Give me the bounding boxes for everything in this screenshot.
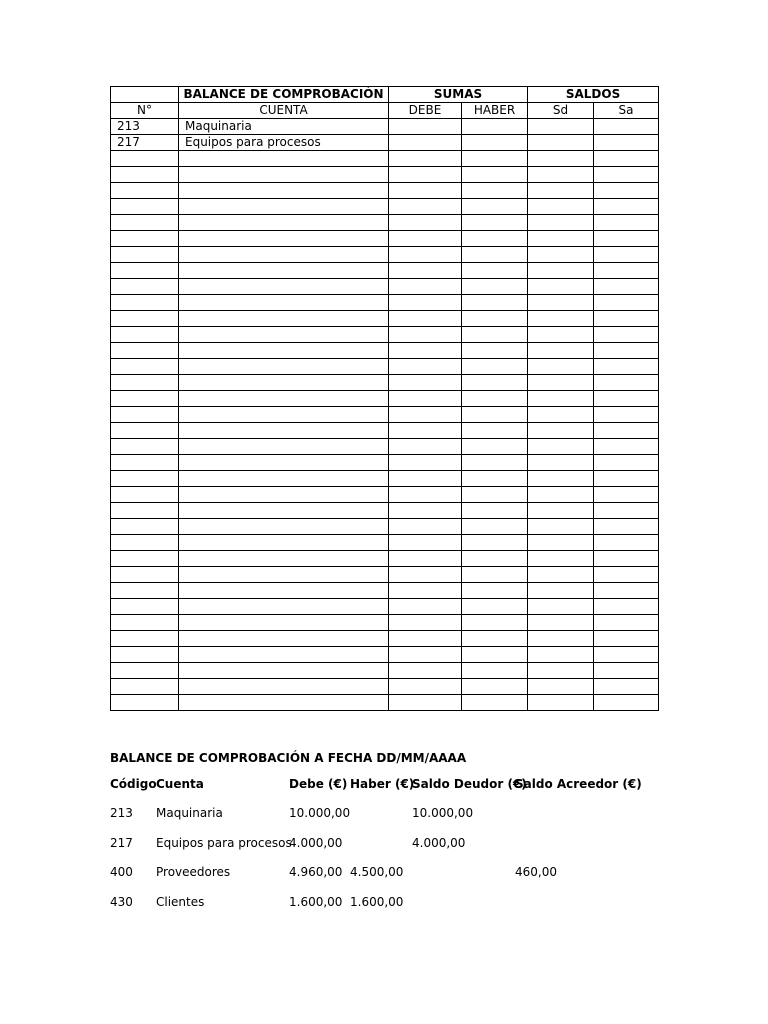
empty-cell bbox=[111, 503, 179, 519]
empty-cell bbox=[528, 567, 594, 583]
empty-cell bbox=[594, 663, 659, 679]
empty-cell bbox=[111, 455, 179, 471]
empty-cell bbox=[594, 535, 659, 551]
empty-cell bbox=[179, 327, 389, 343]
header-saldos: SALDOS bbox=[528, 87, 659, 103]
summary-section bbox=[110, 749, 642, 909]
empty-cell bbox=[462, 535, 528, 551]
empty-row bbox=[111, 183, 659, 199]
header-sumas: SUMAS bbox=[389, 87, 528, 103]
empty-cell bbox=[528, 407, 594, 423]
empty-row bbox=[111, 487, 659, 503]
empty-cell bbox=[389, 647, 462, 663]
empty-cell bbox=[594, 679, 659, 695]
empty-cell bbox=[462, 663, 528, 679]
cell-haber bbox=[462, 119, 528, 135]
empty-cell bbox=[462, 343, 528, 359]
header-debe: DEBE bbox=[389, 103, 462, 119]
empty-cell bbox=[389, 343, 462, 359]
empty-cell bbox=[179, 567, 389, 583]
empty-cell bbox=[462, 615, 528, 631]
empty-cell bbox=[179, 631, 389, 647]
empty-cell bbox=[594, 599, 659, 615]
empty-row bbox=[111, 311, 659, 327]
empty-row bbox=[111, 423, 659, 439]
empty-cell bbox=[389, 279, 462, 295]
empty-cell bbox=[389, 167, 462, 183]
cell-debe bbox=[389, 135, 462, 151]
empty-cell bbox=[111, 487, 179, 503]
empty-cell bbox=[111, 359, 179, 375]
empty-cell bbox=[111, 631, 179, 647]
summary-cell-cuenta: Maquinaria bbox=[156, 806, 223, 820]
empty-cell bbox=[462, 695, 528, 711]
header-cuenta: CUENTA bbox=[179, 103, 389, 119]
summary-header-cuenta: Cuenta bbox=[156, 777, 204, 791]
empty-cell bbox=[179, 391, 389, 407]
summary-cell-codigo: 430 bbox=[110, 894, 133, 909]
empty-cell bbox=[594, 567, 659, 583]
empty-cell bbox=[528, 551, 594, 567]
empty-cell bbox=[528, 455, 594, 471]
empty-cell bbox=[528, 311, 594, 327]
empty-cell bbox=[528, 583, 594, 599]
empty-cell bbox=[179, 199, 389, 215]
cell-sd bbox=[528, 135, 594, 151]
empty-cell bbox=[111, 695, 179, 711]
empty-cell bbox=[462, 647, 528, 663]
empty-cell bbox=[389, 263, 462, 279]
empty-cell bbox=[111, 599, 179, 615]
table-row bbox=[111, 119, 659, 135]
cell-debe bbox=[389, 119, 462, 135]
cell-sa bbox=[594, 119, 659, 135]
empty-cell bbox=[389, 535, 462, 551]
empty-row bbox=[111, 343, 659, 359]
cell-haber bbox=[462, 135, 528, 151]
empty-cell bbox=[389, 199, 462, 215]
empty-row bbox=[111, 631, 659, 647]
empty-cell bbox=[462, 279, 528, 295]
empty-row bbox=[111, 247, 659, 263]
empty-cell bbox=[594, 487, 659, 503]
empty-cell bbox=[111, 567, 179, 583]
table-row bbox=[111, 135, 659, 151]
empty-cell bbox=[389, 679, 462, 695]
summary-cell-codigo: 217 bbox=[110, 835, 133, 850]
empty-cell bbox=[462, 471, 528, 487]
empty-cell bbox=[389, 359, 462, 375]
empty-cell bbox=[389, 503, 462, 519]
empty-cell bbox=[594, 247, 659, 263]
empty-cell bbox=[389, 695, 462, 711]
empty-cell bbox=[389, 327, 462, 343]
empty-cell bbox=[111, 327, 179, 343]
empty-cell bbox=[111, 343, 179, 359]
empty-cell bbox=[179, 695, 389, 711]
empty-cell bbox=[111, 535, 179, 551]
cell-cuenta: Maquinaria bbox=[179, 119, 389, 135]
empty-cell bbox=[389, 231, 462, 247]
empty-cell bbox=[462, 359, 528, 375]
empty-row bbox=[111, 359, 659, 375]
empty-cell bbox=[594, 311, 659, 327]
empty-cell bbox=[528, 215, 594, 231]
trial-balance-grid bbox=[110, 86, 659, 711]
cell-numero: 213 bbox=[111, 119, 179, 135]
empty-cell bbox=[389, 391, 462, 407]
empty-cell bbox=[462, 583, 528, 599]
empty-cell bbox=[111, 311, 179, 327]
header-row-2 bbox=[111, 103, 659, 119]
empty-row bbox=[111, 455, 659, 471]
empty-cell bbox=[179, 279, 389, 295]
empty-cell bbox=[528, 471, 594, 487]
cell-numero: 217 bbox=[111, 135, 179, 151]
empty-cell bbox=[179, 167, 389, 183]
empty-cell bbox=[389, 439, 462, 455]
summary-header-codigo: Código bbox=[110, 777, 157, 791]
empty-cell bbox=[111, 375, 179, 391]
empty-cell bbox=[594, 279, 659, 295]
empty-row bbox=[111, 231, 659, 247]
empty-cell bbox=[111, 423, 179, 439]
empty-row bbox=[111, 407, 659, 423]
empty-cell bbox=[528, 391, 594, 407]
empty-cell bbox=[179, 487, 389, 503]
empty-cell bbox=[462, 455, 528, 471]
empty-cell bbox=[111, 679, 179, 695]
summary-cell-debe: 4.960,00 bbox=[289, 865, 343, 879]
empty-cell bbox=[528, 375, 594, 391]
empty-cell bbox=[594, 167, 659, 183]
empty-row bbox=[111, 551, 659, 567]
summary-cell-haber: 4.500,00 bbox=[350, 865, 404, 879]
empty-cell bbox=[111, 439, 179, 455]
summary-cell-cuenta: Proveedores bbox=[156, 865, 231, 879]
empty-cell bbox=[111, 471, 179, 487]
empty-cell bbox=[462, 423, 528, 439]
empty-cell bbox=[389, 663, 462, 679]
empty-row bbox=[111, 615, 659, 631]
empty-cell bbox=[111, 199, 179, 215]
empty-row bbox=[111, 439, 659, 455]
empty-cell bbox=[594, 391, 659, 407]
empty-cell bbox=[462, 631, 528, 647]
summary-cell-codigo: 400 bbox=[110, 865, 133, 879]
empty-cell bbox=[528, 647, 594, 663]
empty-cell bbox=[179, 407, 389, 423]
empty-cell bbox=[528, 423, 594, 439]
empty-cell bbox=[462, 151, 528, 167]
header-sd: Sd bbox=[528, 103, 594, 119]
empty-cell bbox=[389, 599, 462, 615]
empty-cell bbox=[179, 455, 389, 471]
summary-cell-debe: 1.600,00 bbox=[289, 894, 343, 909]
empty-cell bbox=[528, 535, 594, 551]
empty-row bbox=[111, 327, 659, 343]
empty-cell bbox=[389, 567, 462, 583]
empty-cell bbox=[594, 471, 659, 487]
empty-cell bbox=[528, 151, 594, 167]
empty-row bbox=[111, 199, 659, 215]
header-row-1 bbox=[111, 87, 659, 103]
empty-cell bbox=[179, 599, 389, 615]
empty-cell bbox=[462, 519, 528, 535]
empty-cell bbox=[528, 343, 594, 359]
empty-cell bbox=[594, 183, 659, 199]
summary-cell-saldo-deudor: 4.000,00 bbox=[412, 835, 466, 850]
empty-cell bbox=[389, 295, 462, 311]
empty-row bbox=[111, 583, 659, 599]
summary-cell-saldo-deudor: 10.000,00 bbox=[412, 806, 474, 820]
empty-cell bbox=[594, 327, 659, 343]
empty-cell bbox=[389, 455, 462, 471]
empty-cell bbox=[179, 295, 389, 311]
empty-cell bbox=[111, 583, 179, 599]
empty-cell bbox=[179, 151, 389, 167]
empty-cell bbox=[111, 263, 179, 279]
header-blank-cell bbox=[111, 87, 179, 103]
empty-cell bbox=[179, 647, 389, 663]
empty-cell bbox=[389, 471, 462, 487]
empty-cell bbox=[179, 183, 389, 199]
summary-cell-saldo-acreedor: 460,00 bbox=[515, 865, 557, 879]
empty-cell bbox=[179, 679, 389, 695]
empty-cell bbox=[389, 183, 462, 199]
empty-cell bbox=[179, 231, 389, 247]
empty-cell bbox=[528, 695, 594, 711]
summary-header-debe: Debe (€) bbox=[289, 777, 348, 791]
empty-cell bbox=[594, 423, 659, 439]
empty-cell bbox=[179, 503, 389, 519]
empty-row bbox=[111, 167, 659, 183]
empty-cell bbox=[528, 679, 594, 695]
empty-cell bbox=[389, 615, 462, 631]
empty-cell bbox=[594, 519, 659, 535]
empty-row bbox=[111, 519, 659, 535]
empty-cell bbox=[528, 167, 594, 183]
empty-cell bbox=[462, 183, 528, 199]
empty-row bbox=[111, 599, 659, 615]
empty-cell bbox=[111, 247, 179, 263]
empty-row bbox=[111, 535, 659, 551]
cell-cuenta: Equipos para procesos bbox=[179, 135, 389, 151]
empty-cell bbox=[389, 311, 462, 327]
cell-sa bbox=[594, 135, 659, 151]
empty-cell bbox=[179, 343, 389, 359]
empty-cell bbox=[462, 503, 528, 519]
empty-cell bbox=[179, 375, 389, 391]
empty-cell bbox=[389, 151, 462, 167]
empty-row bbox=[111, 679, 659, 695]
empty-row bbox=[111, 647, 659, 663]
empty-row bbox=[111, 375, 659, 391]
empty-row bbox=[111, 663, 659, 679]
empty-cell bbox=[179, 311, 389, 327]
empty-cell bbox=[594, 215, 659, 231]
empty-cell bbox=[594, 647, 659, 663]
summary-title: BALANCE DE COMPROBACIÓN A FECHA DD/MM/AAAA bbox=[110, 751, 467, 765]
empty-cell bbox=[528, 231, 594, 247]
empty-cell bbox=[594, 295, 659, 311]
empty-cell bbox=[389, 247, 462, 263]
empty-cell bbox=[594, 695, 659, 711]
empty-cell bbox=[594, 375, 659, 391]
empty-cell bbox=[179, 615, 389, 631]
empty-cell bbox=[528, 263, 594, 279]
empty-row bbox=[111, 215, 659, 231]
empty-cell bbox=[528, 615, 594, 631]
empty-cell bbox=[389, 519, 462, 535]
empty-cell bbox=[594, 455, 659, 471]
empty-cell bbox=[594, 439, 659, 455]
empty-cell bbox=[528, 295, 594, 311]
empty-cell bbox=[389, 631, 462, 647]
empty-cell bbox=[528, 183, 594, 199]
empty-cell bbox=[594, 583, 659, 599]
empty-cell bbox=[179, 247, 389, 263]
empty-cell bbox=[528, 599, 594, 615]
empty-cell bbox=[462, 599, 528, 615]
empty-cell bbox=[462, 263, 528, 279]
empty-cell bbox=[462, 295, 528, 311]
header-sa: Sa bbox=[594, 103, 659, 119]
empty-cell bbox=[179, 263, 389, 279]
empty-cell bbox=[179, 663, 389, 679]
header-haber: HABER bbox=[462, 103, 528, 119]
empty-cell bbox=[389, 583, 462, 599]
empty-cell bbox=[594, 615, 659, 631]
empty-cell bbox=[179, 423, 389, 439]
empty-cell bbox=[462, 247, 528, 263]
empty-cell bbox=[528, 519, 594, 535]
empty-cell bbox=[111, 519, 179, 535]
empty-row bbox=[111, 567, 659, 583]
empty-cell bbox=[594, 343, 659, 359]
empty-row bbox=[111, 263, 659, 279]
empty-cell bbox=[594, 359, 659, 375]
empty-cell bbox=[528, 631, 594, 647]
empty-cell bbox=[111, 407, 179, 423]
empty-cell bbox=[594, 503, 659, 519]
empty-cell bbox=[462, 375, 528, 391]
empty-cell bbox=[179, 471, 389, 487]
empty-row bbox=[111, 503, 659, 519]
empty-cell bbox=[594, 199, 659, 215]
empty-cell bbox=[179, 215, 389, 231]
empty-cell bbox=[462, 439, 528, 455]
empty-cell bbox=[389, 375, 462, 391]
empty-cell bbox=[179, 583, 389, 599]
header-title: BALANCE DE COMPROBACIÓN bbox=[179, 87, 389, 103]
summary-header-saldo-acreedor: Saldo Acreedor (€) bbox=[515, 777, 642, 791]
empty-cell bbox=[594, 231, 659, 247]
empty-cell bbox=[111, 391, 179, 407]
empty-cell bbox=[462, 551, 528, 567]
empty-cell bbox=[111, 551, 179, 567]
empty-cell bbox=[462, 311, 528, 327]
empty-cell bbox=[594, 551, 659, 567]
empty-cell bbox=[389, 407, 462, 423]
empty-cell bbox=[111, 279, 179, 295]
empty-cell bbox=[528, 199, 594, 215]
summary-cell-cuenta: Clientes bbox=[156, 894, 205, 909]
empty-cell bbox=[179, 519, 389, 535]
empty-cell bbox=[462, 215, 528, 231]
summary-header-saldo-deudor: Saldo Deudor (€) bbox=[412, 777, 527, 791]
empty-cell bbox=[594, 631, 659, 647]
empty-cell bbox=[111, 215, 179, 231]
empty-cell bbox=[179, 551, 389, 567]
empty-cell bbox=[528, 503, 594, 519]
empty-cell bbox=[389, 423, 462, 439]
empty-cell bbox=[111, 151, 179, 167]
summary-cell-debe: 10.000,00 bbox=[289, 806, 351, 820]
empty-cell bbox=[111, 663, 179, 679]
summary-cell-haber: 1.600,00 bbox=[350, 894, 404, 909]
empty-cell bbox=[389, 487, 462, 503]
empty-cell bbox=[111, 295, 179, 311]
empty-cell bbox=[528, 247, 594, 263]
empty-cell bbox=[111, 231, 179, 247]
empty-cell bbox=[462, 231, 528, 247]
empty-cell bbox=[111, 167, 179, 183]
empty-cell bbox=[462, 167, 528, 183]
empty-row bbox=[111, 391, 659, 407]
empty-cell bbox=[594, 407, 659, 423]
empty-row bbox=[111, 279, 659, 295]
empty-cell bbox=[594, 263, 659, 279]
empty-cell bbox=[462, 407, 528, 423]
empty-cell bbox=[111, 647, 179, 663]
summary-header-haber: Haber (€) bbox=[350, 777, 415, 791]
empty-row bbox=[111, 151, 659, 167]
empty-cell bbox=[462, 327, 528, 343]
empty-cell bbox=[389, 551, 462, 567]
empty-cell bbox=[528, 327, 594, 343]
summary-cell-cuenta: Equipos para procesos bbox=[156, 835, 292, 850]
summary-cell-debe: 4.000,00 bbox=[289, 835, 343, 850]
empty-cell bbox=[462, 567, 528, 583]
empty-cell bbox=[179, 535, 389, 551]
empty-cell bbox=[594, 151, 659, 167]
cell-sd bbox=[528, 119, 594, 135]
summary-cell-codigo: 213 bbox=[110, 806, 133, 820]
empty-cell bbox=[528, 279, 594, 295]
empty-cell bbox=[462, 679, 528, 695]
empty-row bbox=[111, 471, 659, 487]
empty-row bbox=[111, 695, 659, 711]
header-numero: N° bbox=[111, 103, 179, 119]
empty-cell bbox=[389, 215, 462, 231]
empty-cell bbox=[528, 439, 594, 455]
empty-cell bbox=[179, 359, 389, 375]
empty-cell bbox=[111, 183, 179, 199]
empty-cell bbox=[528, 663, 594, 679]
empty-cell bbox=[179, 439, 389, 455]
empty-row bbox=[111, 295, 659, 311]
empty-cell bbox=[462, 487, 528, 503]
empty-cell bbox=[462, 391, 528, 407]
empty-cell bbox=[528, 359, 594, 375]
empty-cell bbox=[462, 199, 528, 215]
empty-cell bbox=[528, 487, 594, 503]
empty-cell bbox=[111, 615, 179, 631]
